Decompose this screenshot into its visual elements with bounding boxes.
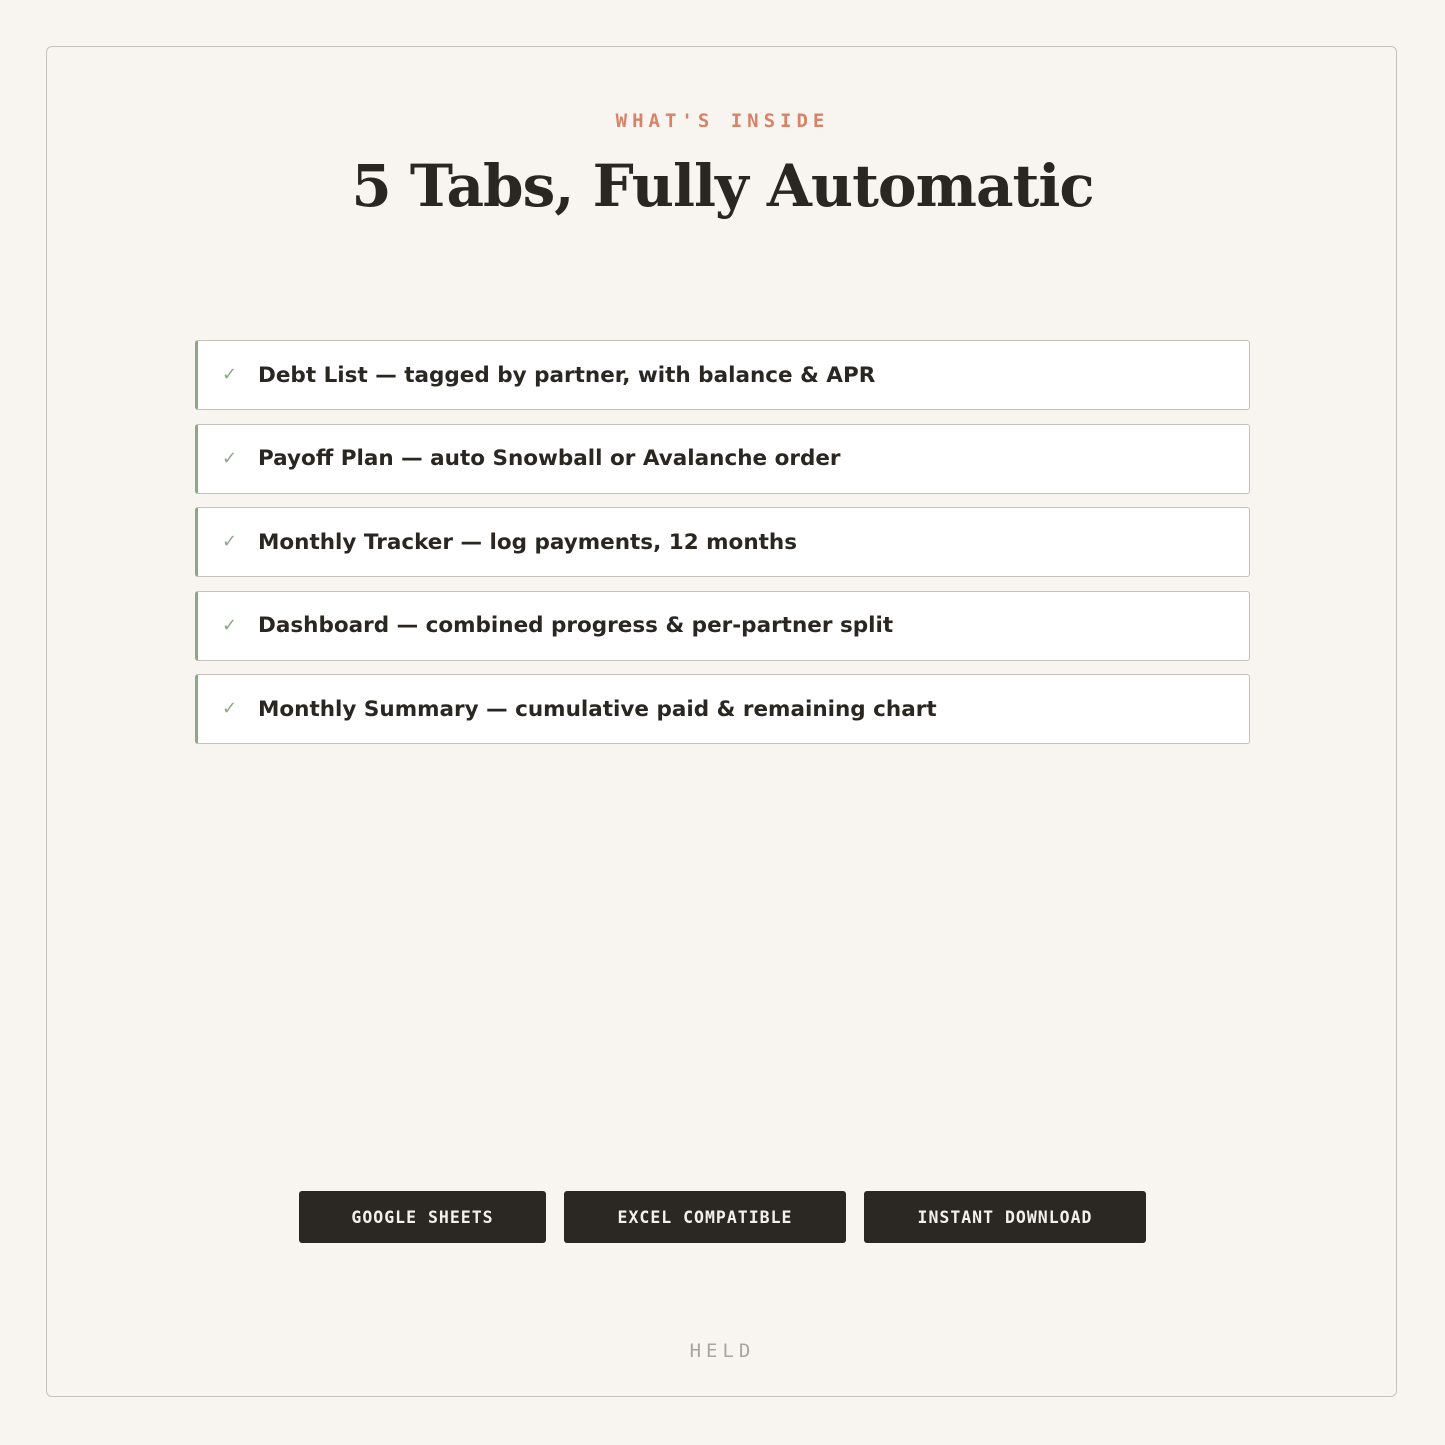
feature-item-payoff-plan xyxy=(195,424,1250,494)
feature-list xyxy=(195,340,1250,758)
page-title: 5 Tabs, Fully Automatic xyxy=(351,152,1094,220)
feature-item-dashboard xyxy=(195,591,1250,661)
feature-item-monthly-summary xyxy=(195,674,1250,744)
feature-text: Dashboard — combined progress & per-partner split xyxy=(258,613,894,638)
feature-item-debt-list xyxy=(195,340,1250,410)
google-sheets-badge: GOOGLE SHEETS xyxy=(299,1191,546,1243)
check-icon: ✓ xyxy=(222,531,238,552)
section-eyebrow: WHAT'S INSIDE xyxy=(615,110,830,132)
excel-compatible-badge: EXCEL COMPATIBLE xyxy=(564,1191,846,1243)
feature-text: Monthly Summary — cumulative paid & remaining chart xyxy=(258,696,937,722)
feature-text: Debt List — tagged by partner, with balance & APR xyxy=(258,362,876,388)
check-icon: ✓ xyxy=(222,447,238,469)
badge-row xyxy=(0,1191,1445,1243)
instant-download-badge: INSTANT DOWNLOAD xyxy=(864,1191,1146,1243)
brand-wordmark: HELD xyxy=(689,1340,756,1362)
feature-text: Payoff Plan — auto Snowball or Avalanche order xyxy=(258,446,841,471)
check-icon: ✓ xyxy=(222,698,238,719)
check-icon: ✓ xyxy=(222,614,238,636)
feature-text: Monthly Tracker — log payments, 12 months xyxy=(258,529,798,555)
feature-item-monthly-tracker xyxy=(195,507,1250,577)
check-icon: ✓ xyxy=(222,364,238,385)
